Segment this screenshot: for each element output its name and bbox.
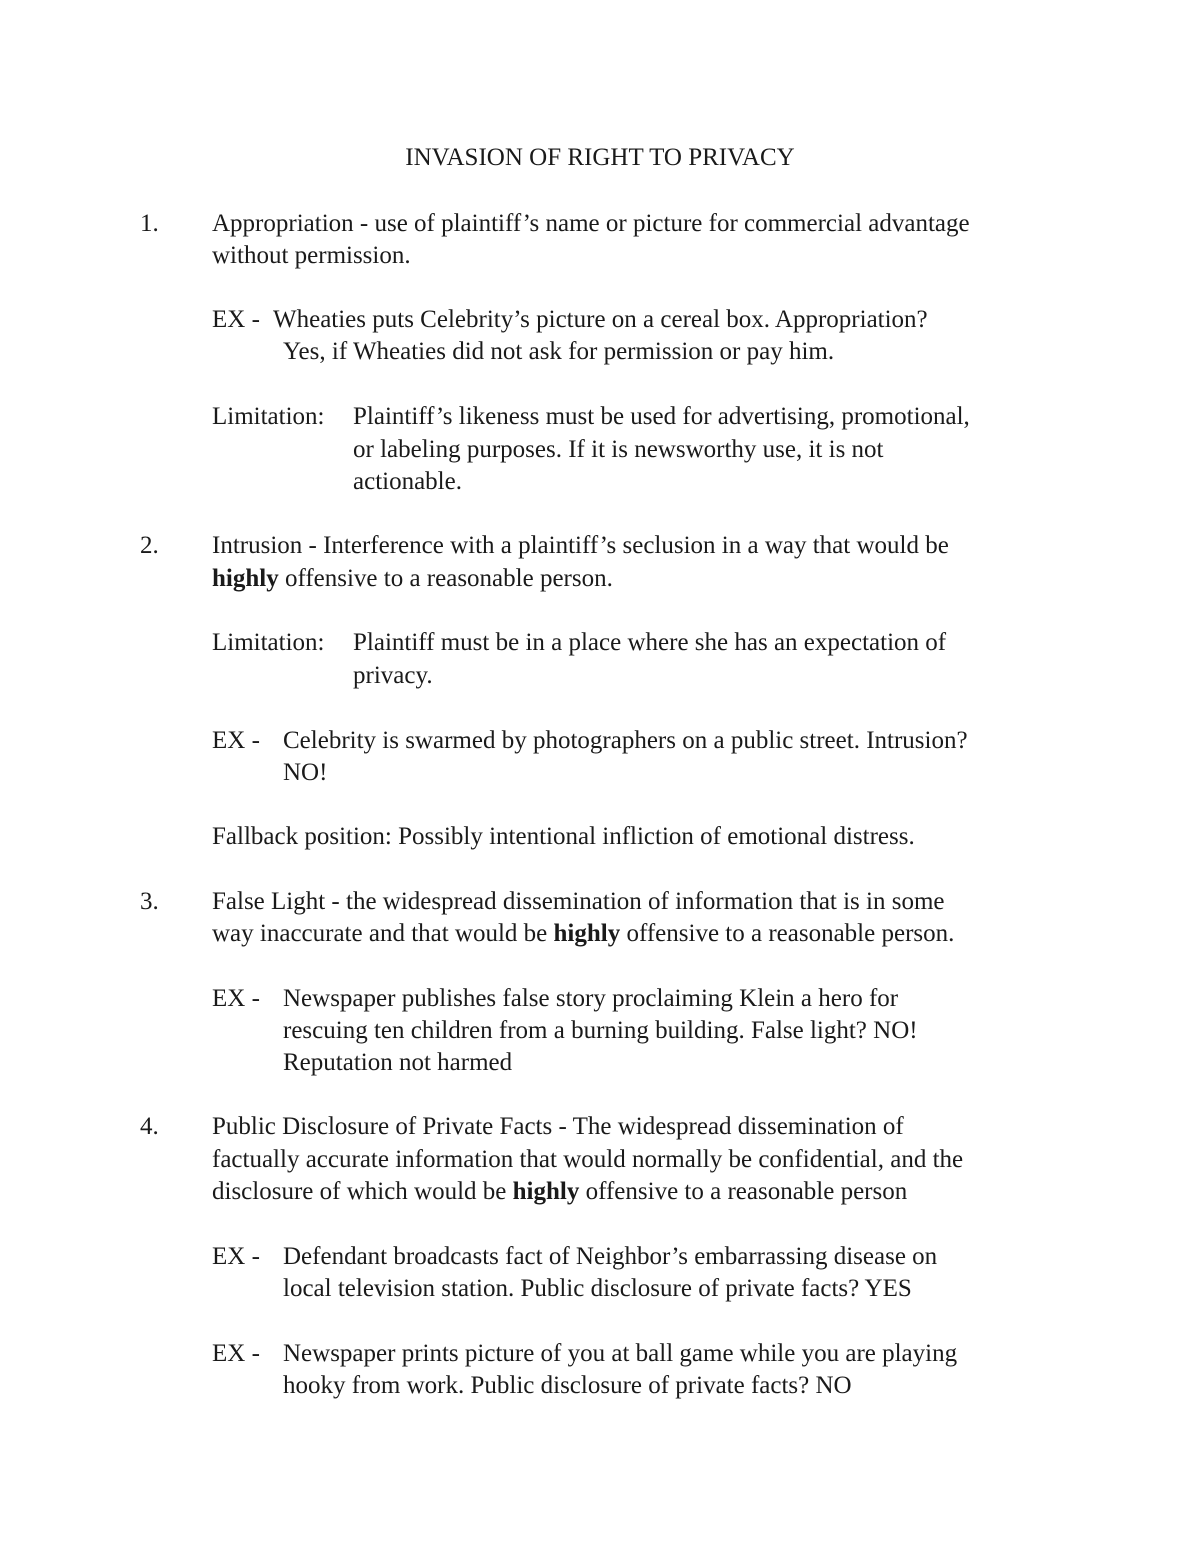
example-line: Celebrity is swarmed by photographers on a public street. Intrusion? — [283, 727, 968, 754]
section-heading-line: Appropriation - use of plaintiff’s name or picture for commercial advantage — [212, 210, 970, 237]
example-line: local television station. Public disclosure of private facts? YES — [283, 1275, 912, 1302]
section-heading-line: factually accurate information that would normally be confidential, and the — [212, 1146, 964, 1173]
section-number: 4. — [140, 1113, 159, 1140]
fallback-text: Fallback position: Possibly intentional infliction of emotional distress. — [212, 823, 915, 850]
example-label: EX - — [212, 727, 260, 754]
section-number: 1. — [140, 210, 159, 237]
example-line: NO! — [283, 759, 328, 786]
limitation-line: Plaintiff must be in a place where she has an expectation of — [353, 629, 947, 656]
section-heading-line — [212, 563, 613, 595]
example-label: EX - — [212, 1243, 260, 1270]
limitation-line: or labeling purposes. If it is newsworthy use, it is not — [353, 436, 884, 463]
document-title: INVASION OF RIGHT TO PRIVACY — [405, 144, 795, 171]
section-heading-line: Public Disclosure of Private Facts - The widespread dissemination of — [212, 1113, 904, 1140]
example-line: Newspaper publishes false story proclaiming Klein a hero for — [283, 985, 899, 1012]
example-line: Wheaties puts Celebrity’s picture on a cereal box. Appropriation? — [273, 306, 928, 333]
heading-text: offensive to a reasonable person. — [620, 920, 955, 947]
emphasis-highly: highly — [553, 920, 621, 947]
section-heading-line: without permission. — [212, 242, 411, 269]
example-line: Defendant broadcasts fact of Neighbor’s embarrassing disease on — [283, 1243, 938, 1270]
section-number: 2. — [140, 532, 159, 559]
section-heading-line: Intrusion - Interference with a plaintiff’s seclusion in a way that would be — [212, 532, 949, 559]
limitation-label: Limitation: — [212, 629, 325, 656]
limitation-line: actionable. — [353, 468, 462, 495]
example-label: EX - — [212, 985, 260, 1012]
example-label: EX - — [212, 1340, 260, 1367]
example-line: hooky from work. Public disclosure of private facts? NO — [283, 1372, 852, 1399]
heading-text: way inaccurate and that would be — [212, 920, 554, 947]
heading-text: disclosure of which would be — [212, 1178, 513, 1205]
section-heading-line — [212, 1176, 907, 1208]
heading-text: offensive to a reasonable person — [579, 1178, 908, 1205]
example-line: Yes, if Wheaties did not ask for permission or pay him. — [283, 338, 835, 365]
limitation-line: privacy. — [353, 662, 433, 689]
heading-text: offensive to a reasonable person. — [278, 565, 613, 592]
section-heading-line: False Light - the widespread dissemination of information that is in some — [212, 888, 945, 915]
limitation-line: Plaintiff’s likeness must be used for advertising, promotional, — [353, 403, 970, 430]
emphasis-highly: highly — [512, 1178, 580, 1205]
example-line: Newspaper prints picture of you at ball game while you are playing — [283, 1340, 958, 1367]
example-label: EX - — [212, 306, 260, 333]
example-line: rescuing ten children from a burning building. False light? NO! — [283, 1017, 918, 1044]
example-line: Reputation not harmed — [283, 1049, 513, 1076]
section-number: 3. — [140, 888, 159, 915]
limitation-label: Limitation: — [212, 403, 325, 430]
emphasis-highly: highly — [212, 565, 279, 592]
section-heading-line — [212, 918, 954, 950]
